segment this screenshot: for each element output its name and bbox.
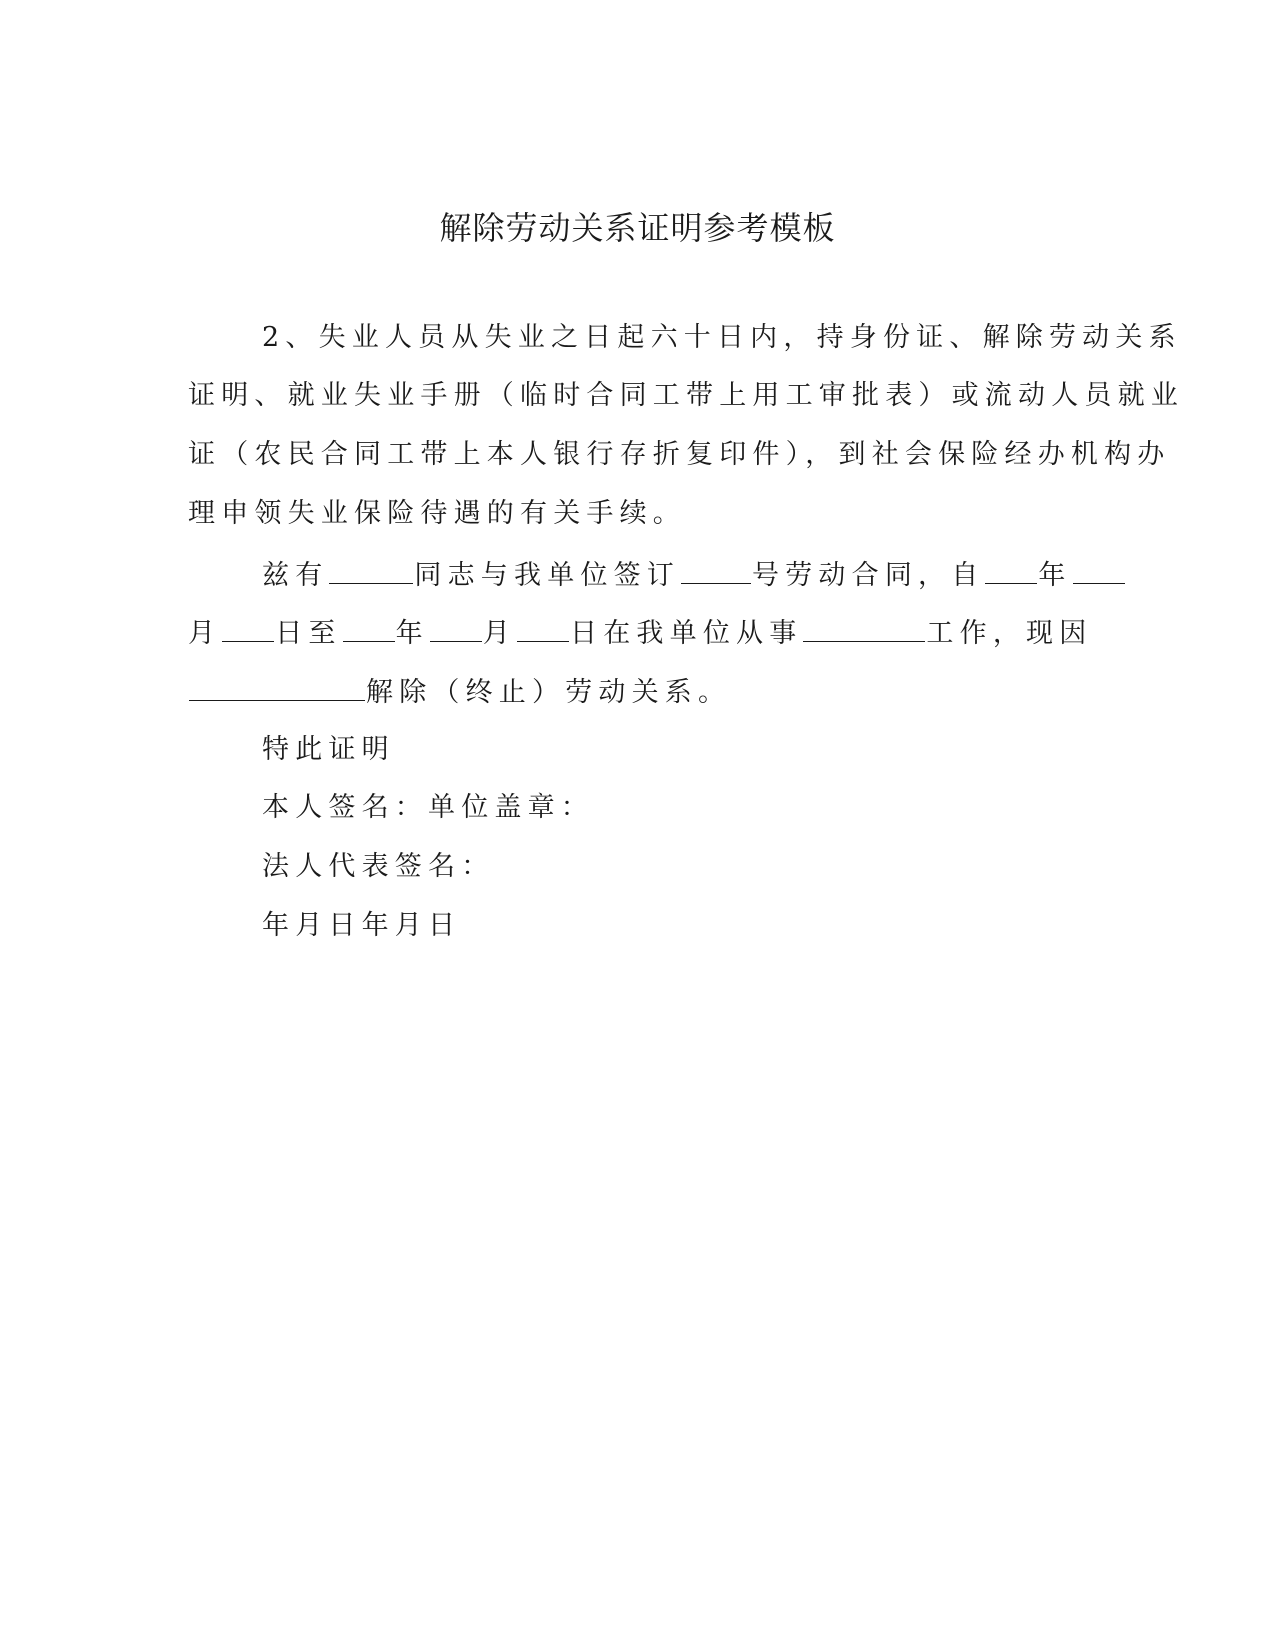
paragraph-2-line-3: [188, 673, 731, 711]
date-line: 年月日年月日: [262, 910, 462, 941]
text-segment: 年: [395, 618, 429, 649]
paragraph-1-line-1: 2、失业人员从失业之日起六十日内，持身份证、解除劳动关系: [262, 322, 1182, 353]
start-day-blank[interactable]: [222, 614, 274, 642]
start-month-blank[interactable]: [1073, 556, 1125, 584]
text-segment: 年: [1038, 560, 1072, 591]
job-blank[interactable]: [803, 614, 925, 642]
text-segment: 日至: [275, 618, 342, 649]
text-segment: 日在我单位从事: [570, 618, 803, 649]
paragraph-2-line-1: [262, 556, 1126, 594]
contract-number-blank[interactable]: [681, 556, 751, 584]
text-segment: 月: [188, 618, 222, 649]
text-segment: 号劳动合同，自: [752, 560, 985, 591]
legal-representative-line: 法人代表签名：: [262, 851, 495, 882]
text-segment: 月: [482, 618, 517, 649]
certify-text: 特此证明: [262, 734, 395, 765]
reason-blank[interactable]: [189, 673, 365, 701]
end-year-blank[interactable]: [343, 614, 395, 642]
text-segment: 工作，现因: [926, 618, 1093, 649]
text-segment: 兹有: [262, 560, 329, 591]
document-title: 解除劳动关系证明参考模板: [439, 209, 836, 247]
text-segment: 解除（终止）劳动关系。: [366, 677, 732, 708]
paragraph-2-line-2: [188, 614, 1092, 652]
end-day-blank[interactable]: [517, 614, 569, 642]
paragraph-1-line-4: 理申领失业保险待遇的有关手续。: [188, 498, 686, 529]
signature-line: 本人签名：单位盖章：: [262, 792, 594, 823]
end-month-blank[interactable]: [430, 614, 482, 642]
paragraph-1-line-2: 证明、就业失业手册（临时合同工带上用工审批表）或流动人员就业: [188, 380, 1184, 411]
text-segment: 同志与我单位签订: [414, 560, 681, 591]
paragraph-1-line-3: 证（农民合同工带上本人银行存折复印件），到社会保险经办机构办: [188, 439, 1171, 470]
start-year-blank[interactable]: [985, 556, 1037, 584]
name-blank[interactable]: [329, 556, 413, 584]
